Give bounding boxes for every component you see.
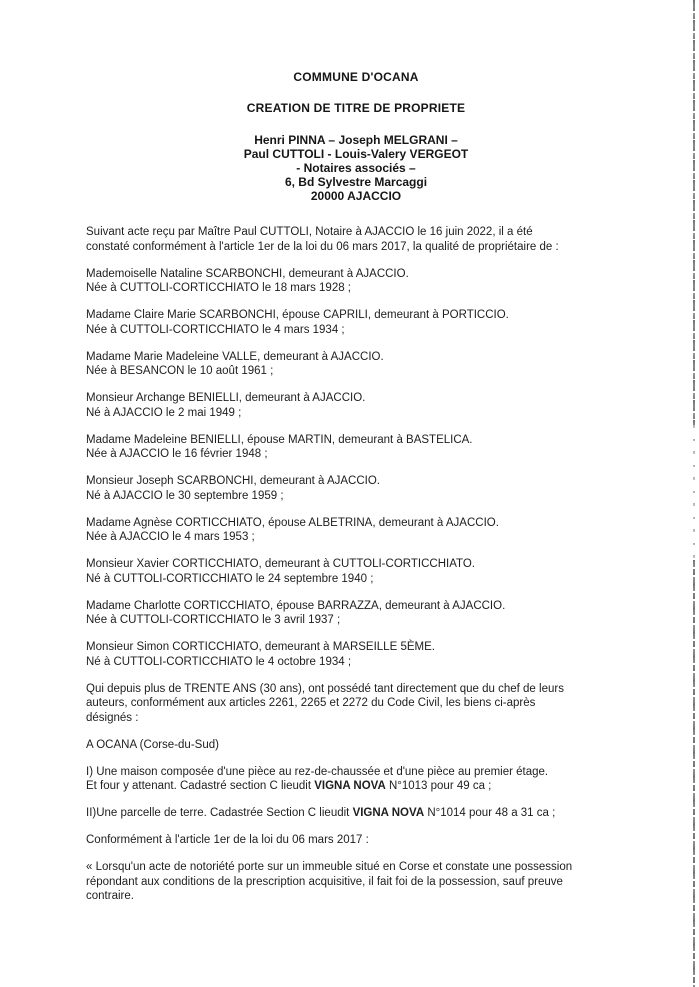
- quote-line: « Lorsqu'un acte de notoriété porte sur un immeuble situé en Corse et constate une possession: [86, 861, 573, 873]
- notary-role-line: - Notaires associés –: [296, 161, 416, 175]
- person-entry: [86, 350, 626, 379]
- intro-paragraph: [86, 225, 626, 254]
- lieudit-name: VIGNA NOVA: [352, 807, 425, 819]
- notary-address-line: 6, Bd Sylvestre Marcaggi: [284, 175, 428, 189]
- person-birth-line: Né à AJACCIO le 2 mai 1949 ;: [86, 406, 242, 419]
- person-birth-line: Née à BESANCON le 10 août 1961 ;: [86, 365, 274, 377]
- property-line: [86, 779, 626, 794]
- possession-paragraph: [86, 682, 626, 726]
- notary-city-line: 20000 AJACCIO: [310, 189, 402, 203]
- location-line: A OCANA (Corse-du-Sud): [86, 738, 219, 751]
- scan-artifact-line: [693, 0, 695, 987]
- person-birth-line: Né à AJACCIO le 30 septembre 1959 ;: [86, 489, 284, 502]
- person-entry: [86, 557, 626, 586]
- person-name-line: Mademoiselle Nataline SCARBONCHI, demeurant à AJACCIO.: [86, 267, 409, 280]
- person-entry: [86, 267, 626, 296]
- scan-line-bottom: [693, 560, 695, 987]
- person-entry: [86, 433, 626, 462]
- person-entry: [86, 474, 626, 503]
- person-birth-line: Né à CUTTOLI-CORTICCHIATO le 4 octobre 1934 ;: [86, 655, 352, 668]
- person-name-line: Monsieur Joseph SCARBONCHI, demeurant à AJACCIO.: [86, 475, 381, 487]
- person-entry: [86, 391, 626, 420]
- person-name-line: Madame Agnèse CORTICCHIATO, épouse ALBETRINA, demeurant à AJACCIO.: [86, 516, 499, 529]
- quote-line: contraire.: [86, 890, 134, 902]
- person-entry: [86, 640, 626, 669]
- possession-line: désignés :: [86, 711, 139, 724]
- property-line: I) Une maison composée d'une pièce au rez-de-chaussée et d'une pièce au premier étage.: [86, 765, 549, 778]
- possession-line: Qui depuis plus de TRENTE ANS (30 ans), ont possédé tant directement que du chef de leurs: [86, 682, 564, 695]
- person-name-line: Monsieur Simon CORTICCHIATO, demeurant à MARSEILLE 5ÈME.: [86, 641, 435, 653]
- notary-names-line-2: Paul CUTTOLI - Louis-Valery VERGEOT: [243, 147, 469, 161]
- person-name-line: Madame Charlotte CORTICCHIATO, épouse BARRAZZA, demeurant à AJACCIO.: [86, 599, 506, 612]
- person-birth-line: Née à AJACCIO le 4 mars 1953 ;: [86, 531, 255, 543]
- scan-line-middle: [693, 425, 695, 560]
- commune-title: COMMUNE D'OCANA: [293, 70, 419, 84]
- property-entry-2: [86, 806, 626, 821]
- person-birth-line: Née à CUTTOLI-CORTICCHIATO le 4 mars 1934 ;: [86, 323, 345, 336]
- notary-office-block: [86, 133, 626, 203]
- intro-line: constaté conformément à l'article 1er de la loi du 06 mars 2017, la qualité de propriétaire de :: [86, 240, 559, 253]
- document-body: [86, 225, 626, 904]
- person-entry: [86, 599, 626, 628]
- property-text: Et four y attenant. Cadastré section C lieudit: [86, 780, 315, 792]
- document-title: CREATION DE TITRE DE PROPRIETE: [246, 101, 466, 115]
- property-text: N°1013 pour 49 ca ;: [385, 780, 492, 792]
- notary-names-line-1: Henri PINNA – Joseph MELGRANI –: [254, 133, 458, 147]
- intro-line: Suivant acte reçu par Maître Paul CUTTOLI, Notaire à AJACCIO le 16 juin 2022, il a été: [86, 226, 533, 238]
- lieudit-name: VIGNA NOVA: [314, 780, 386, 792]
- person-birth-line: Née à AJACCIO le 16 février 1948 ;: [86, 448, 268, 460]
- person-name-line: Madame Madeleine BENIELLI, épouse MARTIN, demeurant à BASTELICA.: [86, 433, 473, 446]
- property-text: N°1014 pour 48 a 31 ca ;: [424, 807, 556, 819]
- conformity-line: Conformément à l'article 1er de la loi du 06 mars 2017 :: [86, 834, 369, 846]
- property-entry-1: [86, 765, 626, 794]
- person-name-line: Madame Marie Madeleine VALLE, demeurant à AJACCIO.: [86, 350, 384, 363]
- person-birth-line: Né à CUTTOLI-CORTICCHIATO le 24 septembre 1940 ;: [86, 572, 374, 585]
- property-line: [86, 806, 626, 821]
- property-text: II)Une parcelle de terre. Cadastrée Section C lieudit: [86, 807, 353, 819]
- scan-line-top: [693, 0, 695, 425]
- person-birth-line: Née à CUTTOLI-CORTICCHIATO le 18 mars 1928 ;: [86, 282, 352, 294]
- person-birth-line: Née à CUTTOLI-CORTICCHIATO le 3 avril 1937 ;: [86, 614, 341, 626]
- person-name-line: Monsieur Xavier CORTICCHIATO, demeurant à CUTTOLI-CORTICCHIATO.: [86, 558, 475, 570]
- quote-line: répondant aux conditions de la prescription acquisitive, il fait foi de la possession, sauf preuve: [86, 875, 563, 888]
- document-header: [86, 70, 626, 203]
- person-name-line: Monsieur Archange BENIELLI, demeurant à AJACCIO.: [86, 392, 366, 404]
- person-entry: [86, 308, 626, 337]
- person-name-line: Madame Claire Marie SCARBONCHI, épouse CAPRILI, demeurant à PORTICCIO.: [86, 309, 509, 321]
- quote-paragraph: [86, 860, 626, 904]
- person-entry: [86, 516, 626, 545]
- possession-line: auteurs, conformément aux articles 2261, 2265 et 2272 du Code Civil, les biens ci-après: [86, 697, 536, 709]
